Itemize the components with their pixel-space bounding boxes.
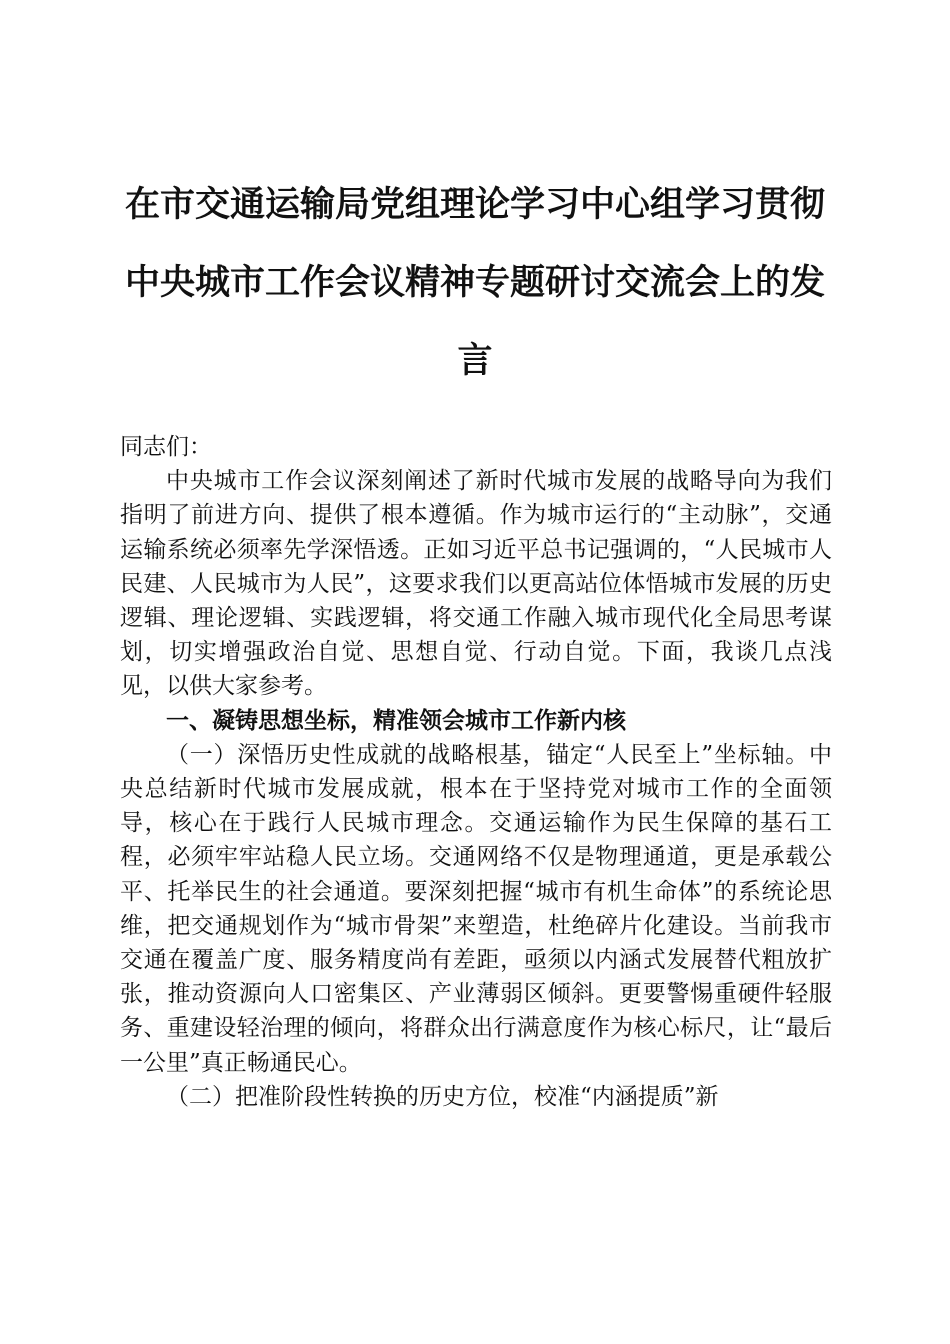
subsection-two-paragraph: （二）把准阶段性转换的历史方位，校准“内涵提质”新 <box>166 1083 719 1110</box>
salutation: 同志们： <box>120 434 212 460</box>
subsection-one-paragraph: （一）深悟历史性成就的战略根基，锚定“人民至上”坐标轴。中央总结新时代城市发展成就，根本在于坚持党对城市工作的全面领导，核心在于践行人民城市理念。交通运输作为民生保障的基石工程，必须牢牢站稳人民立场。交通网络不仅是物理通道，更是承载公平、托举民生的社会通道。要深刻把握“城市有机生命体”的系统论思维，把交通规划作为“城市骨架”来塑造，杜绝碎片化建设。当前我市交通在覆盖广度、服务精度尚有差距，亟须以内涵式发展替代粗放扩张，推动资源向人口密集区、产业薄弱区倾斜。更要警惕重硬件轻服务、重建设轻治理的倾向，将群众出行满意度作为核心标尺，让“最后一公里”真正畅通民心。 <box>120 741 832 1076</box>
document-title: 在市交通运输局党组理论学习中心组学习贯彻中央城市工作会议精神专题研讨交流会上的发言 <box>124 185 825 381</box>
intro-paragraph: 中央城市工作会议深刻阐述了新时代城市发展的战略导向为我们指明了前进方向、提供了根本遵循。作为城市运行的“主动脉”，交通运输系统必须率先学深悟透。正如习近平总书记强调的，“人民城市人民建、人民城市为人民”，这要求我们以更高站位体悟城市发展的历史逻辑、理论逻辑、实践逻辑，将交通工作融入城市现代化全局思考谋划，切实增强政治自觉、思想自觉、行动自觉。下面，我谈几点浅见，以供大家参考。 <box>120 468 832 700</box>
document-body <box>120 430 832 1114</box>
section-heading-one: 一、凝铸思想坐标，精准领会城市工作新内核 <box>166 707 626 734</box>
